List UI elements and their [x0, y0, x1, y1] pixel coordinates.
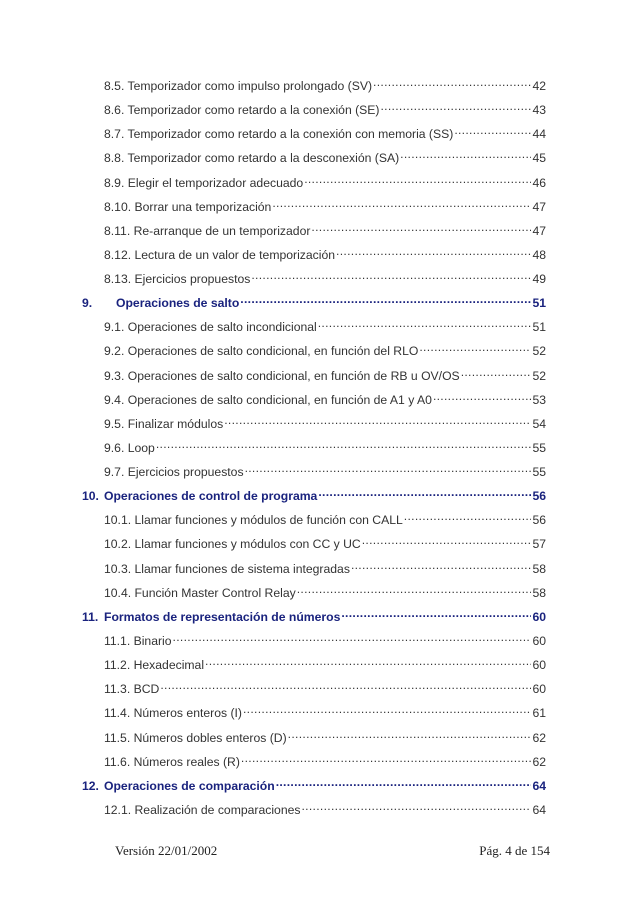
toc-entry-title: 8.7. Temporizador como retardo a la conexión con memoria (SS)	[104, 127, 454, 141]
toc-section-entry[interactable]	[104, 243, 546, 262]
toc-page-number: 64	[532, 779, 546, 793]
toc-section-entry[interactable]	[104, 412, 546, 431]
toc-chapter-number: 10.	[82, 489, 99, 503]
toc-section-entry[interactable]	[104, 436, 546, 455]
toc-dot-leader	[240, 291, 531, 307]
toc-chapter-label	[82, 778, 276, 794]
toc-page-number: 43	[532, 103, 546, 117]
toc-page-number: 54	[532, 417, 546, 431]
toc-page-number: 47	[532, 200, 546, 214]
toc-entry-title: 9.5. Finalizar módulos	[104, 417, 224, 431]
toc-page-number: 48	[532, 248, 546, 262]
toc-page-number: 55	[532, 441, 546, 455]
toc-chapter-label	[82, 488, 318, 504]
toc-entry-title: 11.4. Números enteros (I)	[104, 706, 242, 720]
toc-dot-leader	[341, 605, 531, 621]
toc-entry-title: 8.8. Temporizador como retardo a la desconexión (SA)	[104, 151, 400, 165]
toc-section-entry[interactable]	[104, 364, 546, 383]
toc-dot-leader	[288, 726, 532, 742]
toc-dot-leader	[351, 557, 532, 573]
toc-page-number: 60	[532, 634, 546, 648]
toc-entry-title: 8.9. Elegir el temporizador adecuado	[104, 176, 304, 190]
toc-page-number: 62	[532, 731, 546, 745]
toc-entry-title: 9.1. Operaciones de salto incondicional	[104, 320, 317, 334]
toc-dot-leader	[272, 195, 531, 211]
toc-section-entry[interactable]	[104, 629, 546, 648]
toc-dot-leader	[461, 364, 532, 380]
toc-section-entry[interactable]	[104, 726, 546, 745]
toc-section-entry[interactable]	[104, 653, 546, 672]
toc-section-entry[interactable]	[104, 122, 546, 141]
toc-chapter-entry[interactable]	[82, 605, 546, 624]
toc-entry-title: 10.2. Llamar funciones y módulos con CC y UC	[104, 537, 361, 551]
toc-entry-title: 9.6. Loop	[104, 441, 155, 455]
toc-dot-leader	[160, 677, 531, 693]
page-number: Pág. 4 de 154	[479, 843, 550, 858]
toc-entry-title: 12.1. Realización de comparaciones	[104, 803, 301, 817]
toc-entry-title: 8.12. Lectura de un valor de temporización	[104, 248, 336, 262]
toc-chapter-number: 11.	[82, 610, 99, 624]
toc-entry-title: 8.6. Temporizador como retardo a la conexión (SE)	[104, 103, 380, 117]
toc-entry-title: Operaciones de salto	[116, 296, 240, 310]
toc-page-number: 61	[532, 706, 546, 720]
toc-section-entry[interactable]	[104, 219, 546, 238]
toc-page-number: 53	[532, 393, 546, 407]
toc-dot-leader	[173, 629, 532, 645]
toc-page-number: 56	[532, 513, 546, 527]
toc-section-entry[interactable]	[104, 267, 546, 286]
toc-section-entry[interactable]	[104, 339, 546, 358]
toc-dot-leader	[297, 581, 532, 597]
page-footer	[115, 843, 550, 861]
toc-dot-leader	[381, 98, 532, 114]
toc-entry-title: 9.4. Operaciones de salto condicional, en función de A1 y A0	[104, 393, 432, 407]
toc-dot-leader	[224, 412, 531, 428]
toc-dot-leader	[419, 339, 531, 355]
toc-chapter-label	[82, 609, 341, 625]
toc-page-number: 57	[532, 537, 546, 551]
toc-section-entry[interactable]	[104, 171, 546, 190]
toc-chapter-label	[82, 295, 240, 311]
toc-page-number: 52	[532, 344, 546, 358]
toc-dot-leader	[404, 508, 532, 524]
toc-entry-title: 11.3. BCD	[104, 682, 160, 696]
toc-page-number: 60	[532, 682, 546, 696]
toc-entry-title: 11.6. Números reales (R)	[104, 755, 240, 769]
toc-page-number: 42	[532, 79, 546, 93]
toc-page-number: 60	[532, 610, 546, 624]
toc-page-number: 58	[532, 586, 546, 600]
toc-dot-leader	[318, 484, 531, 500]
toc-page-number: 46	[532, 176, 546, 190]
toc-chapter-number: 9.	[82, 296, 93, 310]
toc-page-number: 64	[532, 803, 546, 817]
toc-section-entry[interactable]	[104, 557, 546, 576]
toc-entry-title: 11.1. Binario	[104, 634, 172, 648]
toc-dot-leader	[400, 146, 531, 162]
toc-entry-title: 8.11. Re-arranque de un temporizador	[104, 224, 311, 238]
toc-page-number: 49	[532, 272, 546, 286]
toc-entry-title: 8.5. Temporizador como impulso prolongado (SV)	[104, 79, 373, 93]
toc-chapter-entry[interactable]	[82, 484, 546, 503]
toc-entry-title: 10.3. Llamar funciones de sistema integradas	[104, 562, 350, 576]
toc-section-entry[interactable]	[104, 388, 546, 407]
toc-entry-title: 9.7. Ejercicios propuestos	[104, 465, 244, 479]
toc-section-entry[interactable]	[104, 508, 546, 527]
toc-dot-leader	[454, 122, 531, 138]
toc-entry-title: 11.2. Hexadecimal	[104, 658, 205, 672]
toc-chapter-entry[interactable]	[82, 774, 546, 793]
toc-section-entry[interactable]	[104, 195, 546, 214]
toc-page-number: 44	[532, 127, 546, 141]
toc-section-entry[interactable]	[104, 460, 546, 479]
toc-entry-title: Formatos de representación de números	[104, 610, 341, 624]
toc-entry-title: 9.3. Operaciones de salto condicional, en función de RB u OV/OS	[104, 369, 460, 383]
toc-dot-leader	[243, 701, 531, 717]
toc-page-number: 52	[532, 369, 546, 383]
toc-page-number: 51	[532, 320, 546, 334]
toc-page-number: 56	[532, 489, 546, 503]
toc-entry-title: 10.4. Función Master Control Relay	[104, 586, 296, 600]
toc-section-entry[interactable]	[104, 798, 546, 817]
toc-section-entry[interactable]	[104, 74, 546, 93]
toc-dot-leader	[241, 750, 532, 766]
toc-page-number: 45	[532, 151, 546, 165]
toc-section-entry[interactable]	[104, 750, 546, 769]
toc-page-number: 62	[532, 755, 546, 769]
toc-dot-leader	[362, 532, 532, 548]
toc-chapter-entry[interactable]	[82, 291, 546, 310]
toc-dot-leader	[373, 74, 531, 90]
toc-page-number: 47	[532, 224, 546, 238]
toc-section-entry[interactable]	[104, 98, 546, 117]
toc-entry-title: 11.5. Números dobles enteros (D)	[104, 731, 287, 745]
toc-dot-leader	[156, 436, 532, 452]
toc-section-entry[interactable]	[104, 315, 546, 334]
version-label: Versión 22/01/2002	[115, 843, 218, 858]
toc-dot-leader	[304, 171, 531, 187]
toc-page-number: 58	[532, 562, 546, 576]
toc-dot-leader	[276, 774, 532, 790]
toc-section-entry[interactable]	[104, 701, 546, 720]
toc-dot-leader	[433, 388, 532, 404]
toc-entry-title: 9.2. Operaciones de salto condicional, en función del RLO	[104, 344, 419, 358]
toc-dot-leader	[318, 315, 532, 331]
toc-section-entry[interactable]	[104, 146, 546, 165]
toc-entry-title: 8.13. Ejercicios propuestos	[104, 272, 251, 286]
toc-dot-leader	[205, 653, 531, 669]
toc-page-number: 55	[532, 465, 546, 479]
toc-entry-title: 10.1. Llamar funciones y módulos de función con CALL	[104, 513, 403, 527]
toc-entry-title: 8.10. Borrar una temporización	[104, 200, 272, 214]
toc-dot-leader	[311, 219, 531, 235]
toc-dot-leader	[245, 460, 532, 476]
toc-dot-leader	[251, 267, 531, 283]
toc-dot-leader	[301, 798, 531, 814]
toc-entry-title: Operaciones de comparación	[104, 779, 275, 793]
toc-section-entry[interactable]	[104, 677, 546, 696]
toc-section-entry[interactable]	[104, 532, 546, 551]
toc-section-entry[interactable]	[104, 581, 546, 600]
toc-chapter-number: 12.	[82, 779, 99, 793]
toc-dot-leader	[336, 243, 531, 259]
toc-page-number: 51	[532, 296, 546, 310]
toc-entry-title: Operaciones de control de programa	[104, 489, 318, 503]
toc-page-number: 60	[532, 658, 546, 672]
